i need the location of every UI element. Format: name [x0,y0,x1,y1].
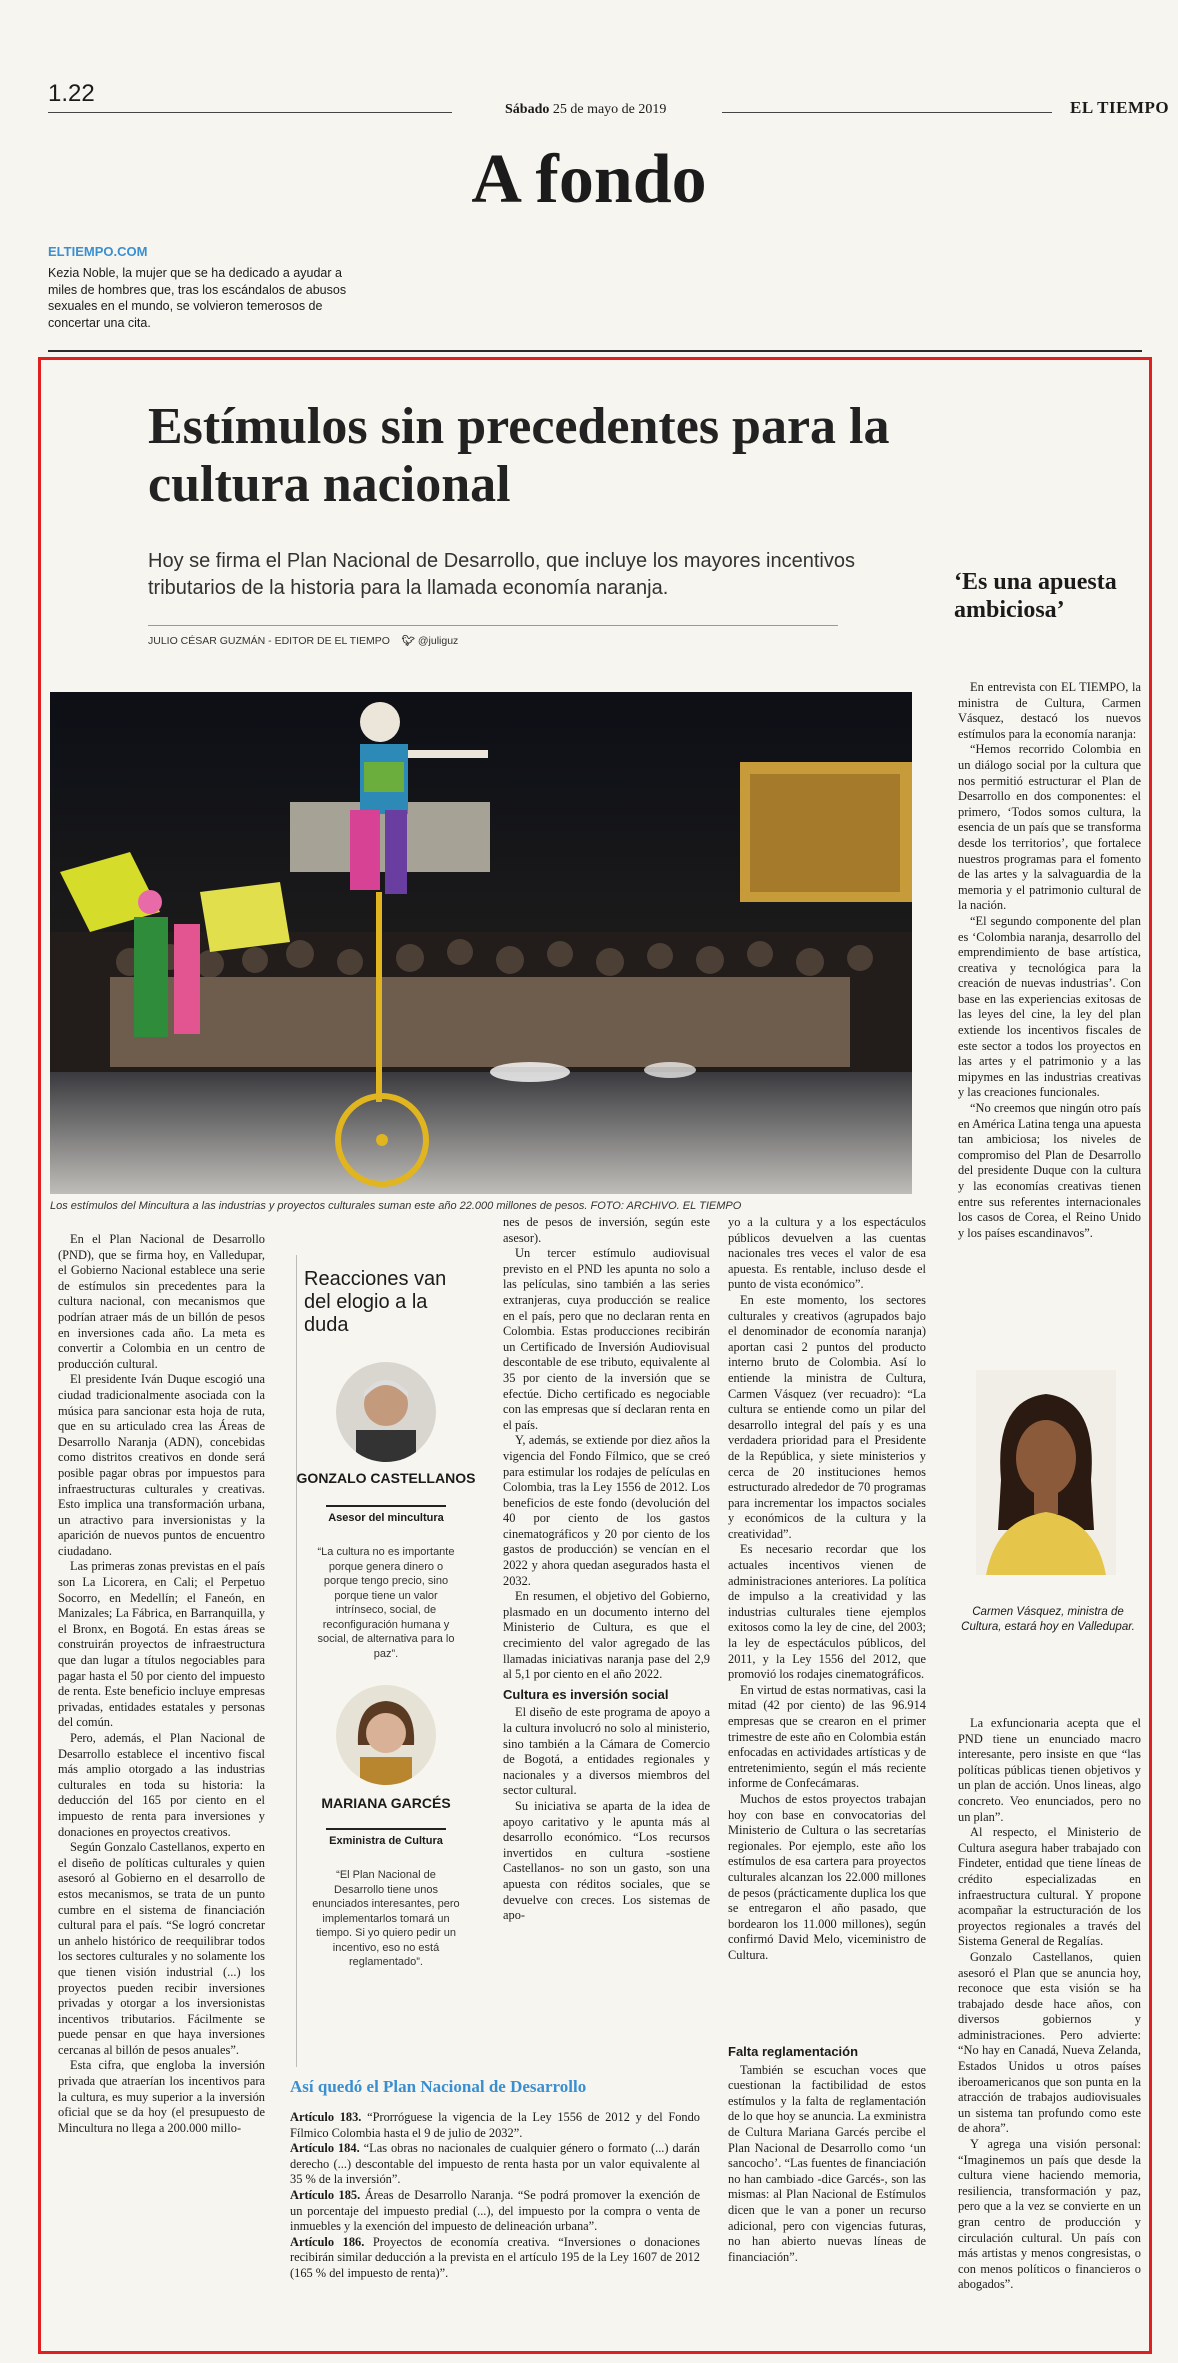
paragraph: “No creemos que ningún otro país en América Latina tenga una apuesta tan ambiciosa; los niveles de compromiso del Plan de Desarrollo del presidente Duque con la cultura y las economías creativas tienen entre sus referentes internacionales los casos de Corea, el Reino Unido y los países escandinavos”. [958,1101,1141,1240]
section-divider [48,350,1142,352]
plan-item-text: “Prorróguese la vigencia de la Ley 1556 de 2012 y del Fondo Fílmico Colombia hasta el 9 de julio de 2032”. [290,2110,700,2140]
reaction-role: Exministra de Cultura [329,1835,443,1847]
reaction-name: MARIANA GARCÉS [321,1795,451,1811]
paragraph: Según Gonzalo Castellanos, experto en el diseño de políticas culturales y quien asesoró al Gobierno en el desarrollo de estos mecanismos, se trata de un punto cumbre en el sistema de financiación cultural para el país. “Se logró concretar un anhelo histórico de reequilibrar todos los sectores culturales y no solamente los que tienen visión industrial (...) los proyectos pueden recibir inversiones privadas y otorgar a los inversionistas incentivos tributarios. Fácilmente se puede pensar en que haya inversiones cercanas al billón de pesos anuales”. [58,1840,265,2057]
byline-author: JULIO CÉSAR GUZMÁN - EDITOR DE EL TIEMPO [148,635,390,647]
newspaper-brand: EL TIEMPO [1070,98,1170,117]
paragraph: “Hemos recorrido Colombia en un diálogo social por la cultura que nos permitió estructurar el Plan de Desarrollo en dos componentes: el primero, ‘Todos somos cultura, la esencia de un país que se transforma desde los territorios’, que fortalece nuestros programas para el fomento de las artes y la salvaguardia de la memoria y el patrimonio cultural de la nación. [958,742,1141,913]
byline-twitter[interactable]: @juliguz [417,635,459,647]
article-column-1 [58,1232,265,2136]
plan-box [290,2110,700,2282]
plan-item-label: Artículo 186. [290,2234,365,2249]
plan-item [290,2141,700,2188]
plan-box-title: Así quedó el Plan Nacional de Desarrollo [290,2077,587,2096]
paragraph: Su iniciativa se aparta de la idea de apoyo caritativo y le apunta más al desarrollo económico. “Los recursos invertidos en cultura -sostiene Castellanos- no son un gasto, son una apuesta con réditos sociales, que se devuelve con creces. Los sistemas de apo- [503,1798,710,1923]
subhead: Cultura es inversión social [503,1686,669,1702]
plan-item-text: Proyectos de economía creativa. “Inversiones o donaciones recibirán similar deducción a la prevista en el artículo 195 de la Ley 1607 de 2012 (165 % del impuesto de renta)”. [290,2234,700,2280]
reaction-quote: “El Plan Nacional de Desarrollo tiene unos enunciados interesantes, pero implementarlos tomará un tiempo. Si yo quiero pedir un incentivo, eso no está reglamentado”. [312,1869,460,1968]
sidebar-title: ‘Es una apuesta ambiciosa’ [954,569,1117,623]
article-subtitle: Hoy se firma el Plan Nacional de Desarrollo, que incluye los mayores incentivos tributarios de la historia para la llamada economía naranja. [148,550,855,599]
paragraph: Muchos de estos proyectos trabajan hoy con base en convocatorias del Ministerio de Cultura o las secretarías regionales. Por ejemplo, este año los estímulos de esa cartera para proyectos culturales alcanzan los 22.000 millones de pesos (prácticamente duplica los que se entregaron el año pasado, que bordearon los 11.000 millones), según confirmó David Melo, viceministro de Cultura. [728,1791,926,1962]
reaction-rule [326,1828,446,1830]
minister-photo-caption: Carmen Vásquez, ministra de Cultura, estará hoy en Valledupar. [961,1606,1135,1633]
teaser-site-link[interactable]: ELTIEMPO.COM [48,244,148,259]
photo-caption: Los estímulos del Mincultura a las industrias y proyectos culturales suman este año 22.000 millones de pesos. FOTO: ARCHIVO. EL TIEMPO [50,1200,742,1212]
paragraph: Y, además, se extiende por diez años la vigencia del Fondo Fílmico, que se creó para estimular los rodajes de películas en Colombia, tras la Ley 1556 de 2012. Los beneficios de este fondo (devolución del 40 por ciento de los gastos cinematográficos y 20 por ciento de los gastos de producción) se vencían en el 2022 y ahora quedan asegurados hasta el 2032. [503,1433,710,1588]
paragraph: El diseño de este programa de apoyo a la cultura involucró no solo al ministerio, sino también a la Cámara de Comercio de Bogotá, a entidades regionales y nacionales y a diversos miembros del sector cultural. [503,1705,710,1798]
reaction-rule [326,1505,446,1507]
paragraph: Es necesario recordar que los actuales incentivos vienen de administraciones anteriores. La política de impulso a la creatividad y las industrias culturales tiene ejemplos exitosos como la ley de cine, del 2003; la ley de espectáculos públicos, del 2011, y la Ley 1556 del 2012, que promovió los rodajes cinematográficos. [728,1542,926,1682]
paragraph: Al respecto, el Ministerio de Cultura asegura haber trabajado con Findeter, entidad que tiene líneas de crédito especializadas en infraestructura cultural. Y propone acompañar la estructuración de los proyectos regionales a través del Sistema General de Regalías. [958,1825,1141,1949]
reaction-name: GONZALO CASTELLANOS [296,1470,476,1486]
main-photo [50,692,912,1194]
plan-item-label: Artículo 183. [290,2110,362,2124]
header-rule-left [48,112,452,113]
paragraph: En el Plan Nacional de Desarrollo (PND), que se firma hoy, en Valledupar, el Gobierno Nacional establece una serie de estímulos sin precedentes para la cultura nacional, con mecanismos que podrían atraer más de un billón de pesos en inversiones cada año. La meta es convertir a Colombia en un centro de producción cultural. [58,1232,265,1371]
paragraph: Gonzalo Castellanos, quien asesoró el Plan que se anuncia hoy, reconoce que esta visión se ha trabajado desde hace años, con diversos gobiernos y administraciones. Pero advierte: “No hay en Canadá, Nueva Zelanda, Estados Unidos u otros países iberoamericanos que son punta en la atracción de trabajos audiovisuales un sistema tan profundo como este de ahora”. [958,1949,1141,2136]
paragraph: En virtud de estas normativas, casi la mitad (42 por ciento) de las 96.914 empresas que se crearon en el primer trimestre de este año en Colombia están enfocadas en actividades artísticas y de entretenimiento, según el más reciente informe de Confecámaras. [728,1682,926,1791]
article-column-4 [728,1215,926,1964]
reaction-quote: “La cultura no es importante porque genera dinero o porque tengo precio, sino porque tiene un valor intrínseco, social, de reconfiguración humana y social, de alternativa para lo paz”. [317,1546,455,1660]
sidebar-body [958,680,1141,1241]
subtitle-rule [148,625,838,626]
article-title: Estímulos sin precedentes para la cultura nacional [148,398,890,513]
paragraph: En resumen, el objetivo del Gobierno, plasmado en un documento interno del Ministerio de Cultura, es que el crecimiento del valor agregado de las llamadas iniciativas naranja pase del 2,9 al 5,1 por ciento en el año 2022. [503,1589,710,1682]
issue-date [505,102,666,118]
paragraph: En este momento, los sectores culturales y creativos (agrupados bajo el denominador de economía naranja) aportan casi 2 puntos del producto interno bruto de Colombia. Así lo entiende la ministra de Cultura, Carmen Vásquez (ver recuadro): “La cultura se entiende como un pilar del desarrollo integral del país y es una verdadera prioridad para el Presidente de la República, y siete ministerios y cerca de 20 instituciones hemos estructurado alrededor de 70 programas para incrementar los impactos sociales y económicos de la cultura y la creatividad”. [728,1292,926,1541]
paragraph: Y agrega una visión personal: “Imaginemos un país que desde la cultura viene haciendo memoria, resiliencia, transformación y paz, pero que a la vez se convierte en un gran centro de producción y circulación cultural. Un país con más artistas y menos congresistas, o con menos políticos o financieros o abogados”. [958,2137,1141,2292]
plan-item-label: Artículo 185. [290,2187,361,2202]
issue-day: Sábado [505,102,550,117]
plan-item-label: Artículo 184. [290,2141,360,2156]
article-column-4-end [728,2040,926,2265]
article-column-3 [503,1215,710,1924]
portrait-castellanos [336,1362,436,1462]
paragraph: Un tercer estímulo audiovisual previsto en el PND les apunta no solo a las películas, sino también a las series extranjeras, cuya producción se realice en el país, pero que no declaran renta en Colombia. Estas producciones recibirán un Certificado de Inversión Audiovisual descontable de ese tributo, equivalente al 35 por ciento de la inversión que se efectúe. Dicho certificado es negociable con las empresas que sí declaran renta en el país. [503,1246,710,1432]
teaser-text: Kezia Noble, la mujer que se ha dedicado a ayudar a miles de hombres que, tras los escándalos de abusos sexuales en el mundo, se volvieron temerosos de concertar una cita. [48,266,347,330]
section-title: A fondo [471,141,707,218]
portrait-garces [336,1685,436,1785]
minister-photo [976,1370,1116,1575]
byline [148,634,458,647]
reactions-title: Reacciones van del elogio a la duda [304,1268,447,1336]
paragraph: Las primeras zonas previstas en el país son La Licorera, en Cali; el Perpetuo Socorro, en Medellín; el Faneón, en Manizales; La Fábrica, en Barranquilla, y el Bronx, en Bogotá. En estas áreas se construirán proyectos de infraestructura que dan lugar a títulos negociables para pagar hasta el 50 por ciento del impuesto de renta. Este beneficio incluye empresas privadas, entidades estatales y personas del común. [58,1559,265,1730]
paragraph: También se escuchan voces que cuestionan la factibilidad de estos estímulos y la falta de reglamentación de lo que hoy se anuncia. La exministra de Cultura Mariana Garcés percibe el Plan Nacional de Desarrollo como ‘un sancocho’. “Las fuentes de financiación no han cambiado -dice Garcés-, son las mismas: al Plan Nacional de Estímulos dicen que le van a poner un recurso adicional, pero con vigencias futuras, no han abierto nuevas líneas de financiación”. [728,2062,926,2264]
paragraph: En entrevista con EL TIEMPO, la ministra de Cultura, Carmen Vásquez, destacó los nuevos estímulos para la economía naranja: [958,680,1141,741]
paragraph: La exfuncionaria acepta que el PND tiene un enunciado macro interesante, pero insiste en que “las políticas públicas tienen objetivos y un plan de acción. Unos lineas, algo concreto. Veo enunciados, pero no un plan”. [958,1716,1141,1824]
plan-item-text: Áreas de Desarrollo Naranja. “Se podrá promover la exención de un porcentaje del impuesto predial (...), del impuesto por la compra o venta de inmuebles y la exención del impuesto de delineación urbana”. [290,2187,700,2234]
reactions-divider [296,1255,297,2067]
paragraph: nes de pesos de inversión, según este asesor). [503,1215,710,1245]
plan-item-text: “Las obras no nacionales de cualquier género o formato (...) darán derecho (...) descontable del impuesto de renta hasta por un valor equivalente al 35 % de la inversión”. [290,2141,700,2187]
plan-item [290,2188,700,2235]
paragraph: Esta cifra, que engloba la inversión privada que atraerían los incentivos para la cultura, es muy superior a la inversión oficial que se da hoy (el presupuesto de Mincultura no llega a 200.000 millo- [58,2058,265,2135]
subhead: Falta reglamentación [728,2044,859,2059]
paragraph: yo a la cultura y a los espectáculos públicos devuelven a las cuentas nacionales tres veces el valor de esa apuesta. Es rentable, incluso desde el punto de vista económico”. [728,1215,926,1292]
paragraph: El presidente Iván Duque escogió una ciudad tradicionalmente asociada con la música para sancionar esta hoja de ruta, que en su articulado crea las Áreas de Desarrollo Naranja (ADN), concebidas como distritos creativos en donde será posible pagar obras por impuestos para infraestructuras culturales y creativas. Esto implica una transformación urbana, un atractivo para inversionistas y la aparición de nuevos puntos de encuentro ciudadano. [58,1372,265,1558]
issue-date-rest: 25 de mayo de 2019 [552,102,667,117]
page-number: 1.22 [48,80,95,107]
paragraph: Pero, además, el Plan Nacional de Desarrollo establece el incentivo fiscal más amplio otorgado a las industrias culturales en toda su historia: la deducción del 165 por ciento en el impuesto de renta para inversiones y donaciones en proyectos creativos. [58,1731,265,1839]
plan-item [290,2235,700,2282]
sidebar-body-continued [958,1716,1141,2293]
paragraph: “El segundo componente del plan es ‘Colombia naranja, desarrollo del emprendimiento de base artística, creativa y tecnológica para la creación de nuevas industrias’. Con base en las experiencias exitosas de las leyes del cine, la ley del plan extiende los incentivos fiscales de este sector a todos los proyectos en las artes y el patrimonio y a las mipymes en las industrias creativas y las creaciones funcionales. [958,913,1141,1100]
header-rule-right [722,112,1052,113]
reaction-role: Asesor del mincultura [328,1512,444,1524]
twitter-icon: 🐦︎ [401,635,415,647]
plan-item [290,2110,700,2141]
